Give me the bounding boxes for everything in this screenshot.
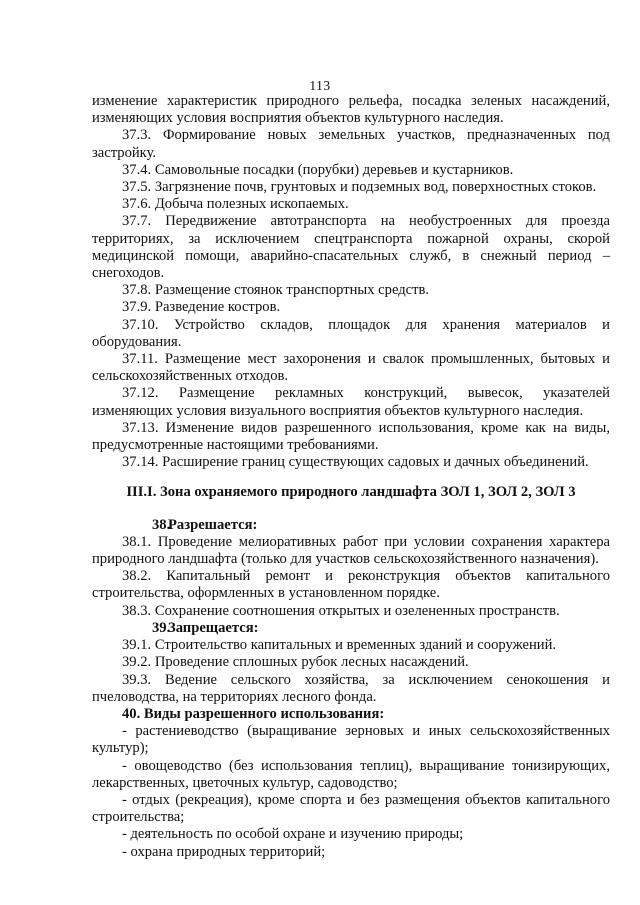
item-37-8: 37.8. Размещение стоянок транспортных средств.	[122, 282, 430, 299]
clause-38-heading	[92, 517, 610, 534]
item-38-3: 38.3. Сохранение соотношения открытых и озелененных пространств.	[122, 602, 560, 619]
item-39-3: 39.3. Ведение сельского хозяйства, за исключением сенокошения и пчеловодства, на территориях лесного фонда.	[92, 671, 610, 705]
clause-39-number: 39.	[152, 619, 171, 636]
item-37-11: 37.11. Размещение мест захоронения и свалок промышленных, бытовых и сельскохозяйственных отходов.	[92, 351, 610, 385]
item-39-2: 39.2. Проведение сплошных рубок лесных насаждений.	[122, 654, 469, 671]
page-number: 113	[309, 78, 331, 93]
document-body	[92, 93, 610, 861]
clause-40-heading: 40. Виды разрешенного использования:	[122, 705, 385, 722]
item-37-13: 37.13. Изменение видов разрешенного использования, кроме как на виды, предусмотренные настоящими требованиями.	[92, 419, 610, 454]
item-40-5: - охрана природных территорий;	[122, 843, 326, 860]
item-37-9: 37.9. Разведение костров.	[122, 299, 281, 316]
item-37-4: 37.4. Самовольные посадки (порубки) деревьев и кустарников.	[122, 161, 514, 178]
item-37-5: 37.5. Загрязнение почв, грунтовых и подземных вод, поверхностных стоков.	[122, 179, 597, 196]
item-38-2: 38.2. Капитальный ремонт и реконструкция объектов капитального строительства, оформленных в установленном порядке.	[92, 568, 610, 602]
item-40-2: - овощеводство (без использования теплиц), выращивание тонизирующих, лекарственных, цветочных культур, садоводство;	[92, 757, 610, 791]
clause-38-title: Разрешается:	[168, 516, 258, 533]
item-39-1: 39.1. Строительство капитальных и временных зданий и сооружений.	[122, 637, 557, 654]
item-40-1: - растениеводство (выращивание зерновых и иных сельскохозяйственных культур);	[92, 723, 610, 757]
item-37-10: 37.10. Устройство складов, площадок для хранения материалов и оборудования.	[92, 316, 610, 350]
item-37-3: 37.3. Формирование новых земельных участков, предназначенных под застройку.	[92, 127, 610, 161]
item-38-1: 38.1. Проведение мелиоративных работ при условии сохранения характера природного ландшафта (только для участков сельскохозяйственного назначения).	[92, 533, 610, 568]
item-37-12: 37.12. Размещение рекламных конструкций, вывесок, указателей изменяющих условия визуального восприятия объектов культурного наследия.	[92, 385, 610, 419]
item-40-3: - отдых (рекреация), кроме спорта и без размещения объектов капитального строительства;	[92, 791, 610, 826]
clause-38-number: 38.	[152, 516, 171, 533]
item-37-6: 37.6. Добыча полезных ископаемых.	[122, 196, 349, 213]
clause-39-heading	[92, 620, 610, 637]
section-heading: III.I. Зона охраняемого природного ландшафта ЗОЛ 1, ЗОЛ 2, ЗОЛ 3	[126, 484, 576, 501]
item-37-7: 37.7. Передвижение автотранспорта на необустроенных для проезда территориях, за исключением спецтранспорта пожарной охраны, скорой медицинской помощи, аварийно-спасательных служб, в снежный период – снегоходов.	[92, 213, 610, 282]
intro-continuation: изменение характеристик природного рельефа, посадка зеленых насаждений, изменяющих условия восприятия объектов культурного наследия.	[92, 93, 610, 127]
item-40-4: - деятельность по особой охране и изучению природы;	[122, 826, 464, 843]
item-37-14: 37.14. Расширение границ существующих садовых и дачных объединений.	[122, 454, 589, 471]
clause-39-title: Запрещается:	[168, 619, 259, 636]
